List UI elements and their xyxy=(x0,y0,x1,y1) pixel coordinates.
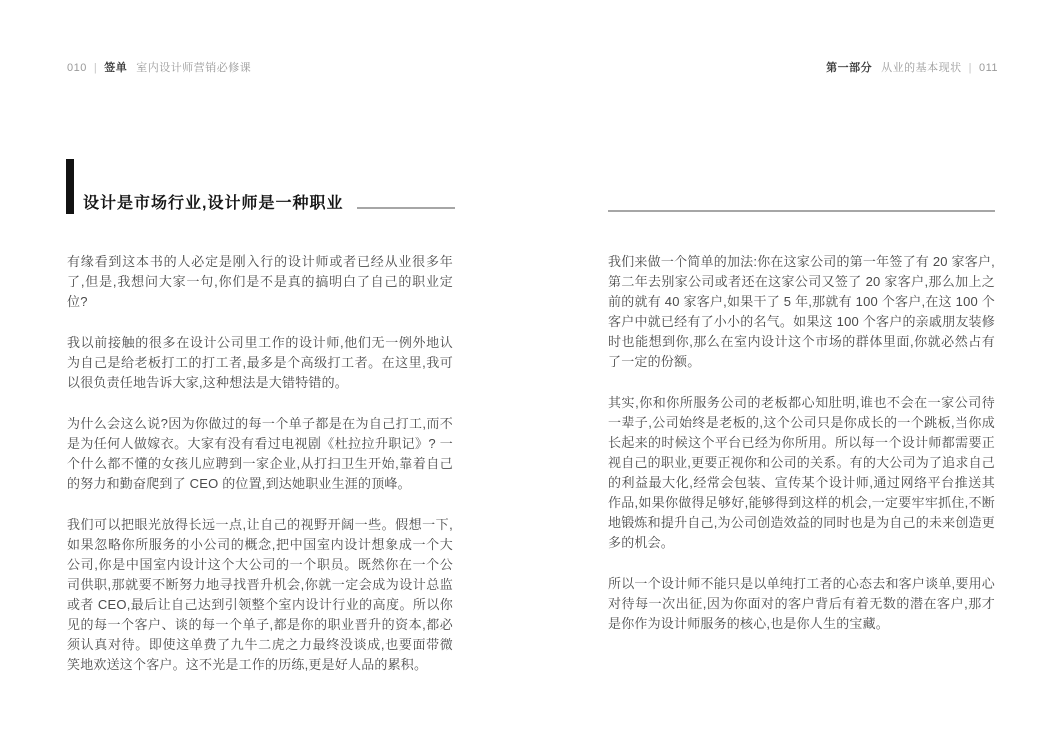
title-accent-bar xyxy=(66,159,74,214)
left-running-head xyxy=(67,59,251,75)
book-subtitle: 室内设计师营销必修课 xyxy=(136,62,252,74)
right-page-body xyxy=(608,252,995,655)
paragraph: 其实,你和你所服务公司的老板都心知肚明,谁也不会在一家公司待一辈子,公司始终是老板的,这个公司只是你成长的一个跳板,当你成长起来的时候这个平台已经为你所用。所以每一个设计师都需要正视自己的职业,更要正视你和公司的关系。有的大公司为了追求自己的利益最大化,经常会包装、宣传某个设计师,通过网络平台推送其作品,如果你做得足够好,能够得到这样的机会,一定要牢牢抓住,不断地锻炼和提升自己,为公司创造效益的同时也是为自己的未来创造更多的机会。 xyxy=(608,395,995,550)
paragraph: 我们可以把眼光放得长远一点,让自己的视野开阔一些。假想一下,如果忽略你所服务的小公司的概念,把中国室内设计想象成一个大公司,你是中国室内设计这个大公司的一个职员。既然你在一个公司供职,那就要不断努力地寻找晋升机会,你就一定会成为设计总监或者 CEO,最后让自己达到引领整个室内设计行业的高度。所以你见的每一个客户、谈的每一个单子,都是你的职业晋升的资本,都必须认真对待。即使这单费了九牛二虎之力最终没谈成,也要面带微笑地欢送这个客户。这不光是工作的历练,更是好人品的累积。 xyxy=(67,517,453,672)
paragraph: 我们来做一个简单的加法:你在这家公司的第一年签了有 20 家客户,第二年去别家公司或者还在这家公司又签了 20 家客户,那么加上之前的就有 40 家客户,如果干了 5 年,那就有 100 个客户,在这 100 个客户中就已经有了小小的名气。如果这 100 个客户的亲戚朋友装修时也能想到你,那么在室内设计这个市场的群体里面,你就必然占有了一定的份额。 xyxy=(608,254,995,369)
left-page-number: 010 xyxy=(67,62,87,74)
header-separator: | xyxy=(968,62,972,74)
paragraph: 我以前接触的很多在设计公司里工作的设计师,他们无一例外地认为自己是给老板打工的打工者,最多是个高级打工者。在这里,我可以很负责任地告诉大家,这种想法是大错特错的。 xyxy=(67,335,453,390)
section-title: 设计是市场行业,设计师是一种职业 xyxy=(83,195,344,212)
part-label: 第一部分 xyxy=(826,62,873,74)
left-page-body xyxy=(67,252,453,696)
section-title-block xyxy=(66,159,455,214)
paragraph: 所以一个设计师不能只是以单纯打工者的心态去和客户谈单,要用心对待每一次出征,因为你面对的客户背后有着无数的潜在客户,那才是你作为设计师服务的核心,也是你人生的宝藏。 xyxy=(608,576,995,631)
right-page-number: 011 xyxy=(978,62,998,74)
header-separator: | xyxy=(93,62,98,74)
title-rule xyxy=(357,207,455,209)
part-title: 从业的基本现状 xyxy=(881,62,962,74)
paragraph: 有缘看到这本书的人必定是刚入行的设计师或者已经从业很多年了,但是,我想问大家一句,你们是不是真的搞明白了自己的职业定位? xyxy=(67,254,453,309)
paragraph: 为什么会这么说?因为你做过的每一个单子都是在为自己打工,而不是为任何人做嫁衣。大家有没有看过电视剧《杜拉拉升职记》? 一个什么都不懂的女孩儿应聘到一家企业,从打扫卫生开始,靠着自己的努力和勤奋爬到了 CEO 的位置,到达她职业生涯的顶峰。 xyxy=(67,416,453,491)
right-page-rule xyxy=(608,210,995,212)
book-title: 签单 xyxy=(104,62,128,74)
right-running-head xyxy=(826,59,998,75)
